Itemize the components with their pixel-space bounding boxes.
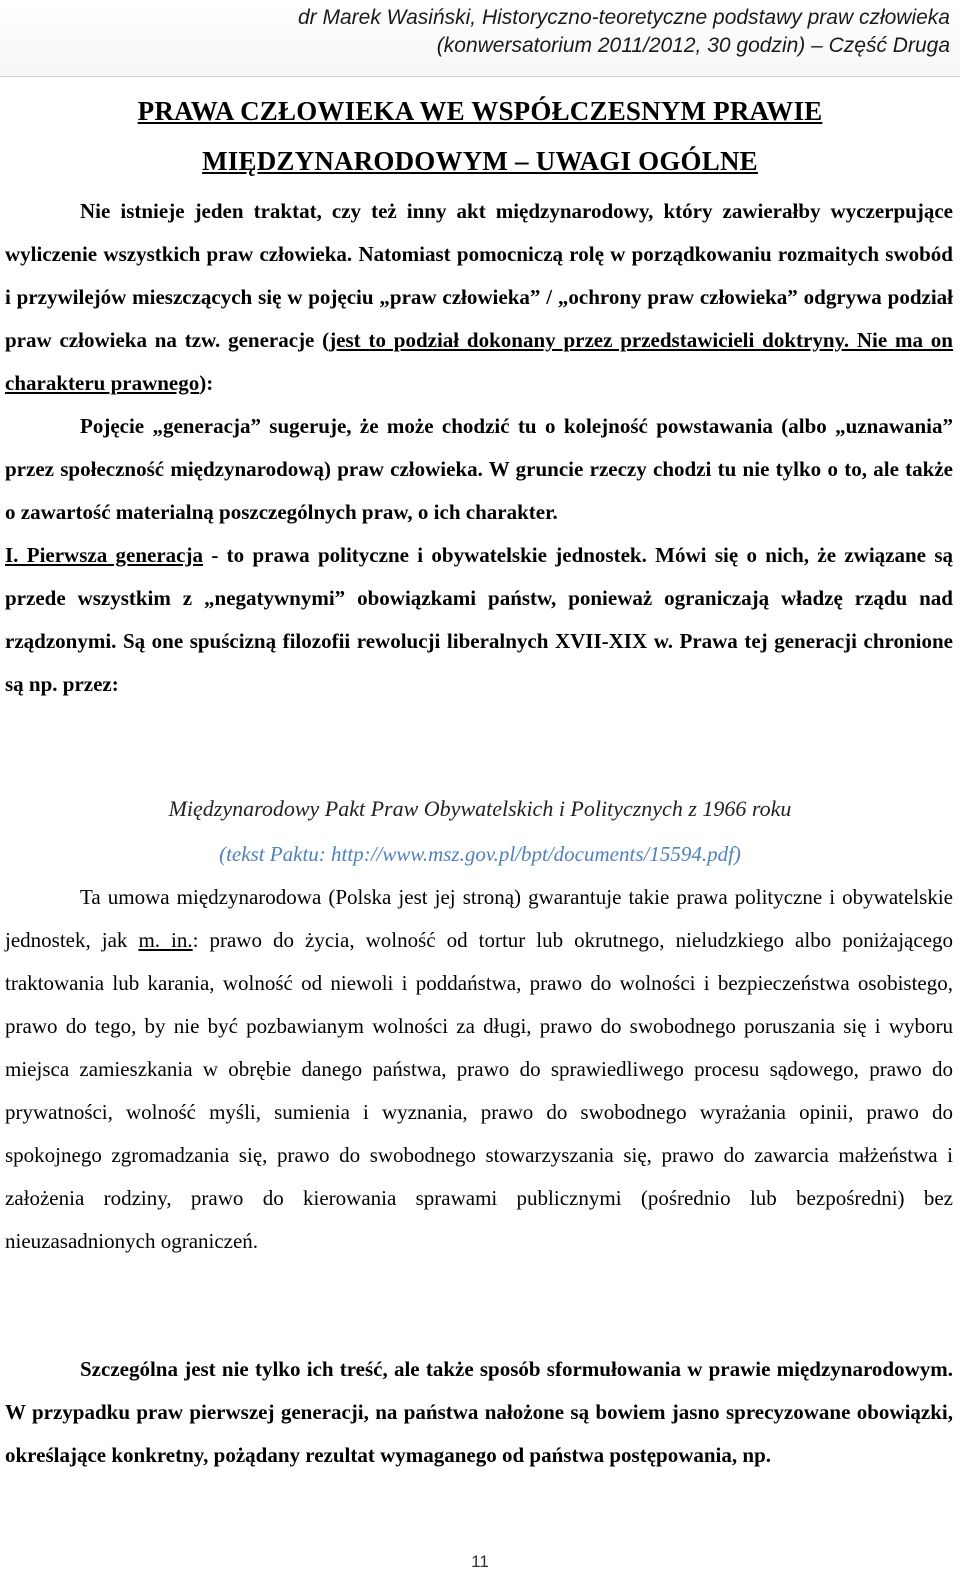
first-generation-paragraph [5, 534, 953, 706]
page-header [0, 0, 960, 77]
page-number: 11 [471, 1552, 489, 1571]
intro-text-end: ): [199, 371, 214, 395]
intro-text: Nie istnieje jeden traktat, czy też inny akt międzynarodowy, który zawierałby wyczerpujące wyliczenie wszystkich praw człowieka. Natomiast pomocniczą rolę w porządkowaniu rozmaitych swobód i przywilejów mieszczących się w pojęciu „praw człowieka” / „ochrony praw człowieka” odgrywa podział praw człowieka na tzw. generacje ( [5, 199, 953, 352]
among-others: m. in. [138, 928, 193, 952]
pact-text: Ta umowa międzynarodowa (Polska jest jej stroną) gwarantuje takie prawa polityczne i obywatelskie jednostek, jak [5, 885, 953, 952]
pact-section [5, 876, 953, 1263]
document-title-line-1: PRAWA CZŁOWIEKA WE WSPÓŁCZESNYM PRAWIE [137, 96, 823, 126]
pact-paragraph [5, 876, 953, 1263]
first-generation-label: I. Pierwsza generacja [5, 543, 203, 567]
intro-paragraph-1 [5, 190, 953, 405]
intro-paragraph-2: Pojęcie „generacja” sugeruje, że może chodzić tu o kolejność powstawania (albo „uznawania” przez społeczność międzynarodową) praw człowieka. W gruncie rzeczy chodzi tu nie tylko o to, ale także o zawartość materialną poszczególnych praw, o ich charakter. [5, 414, 953, 524]
document-title-line-2: MIĘDZYNARODOWYM – UWAGI OGÓLNE [202, 146, 758, 176]
doctrine-note: jest to podział dokonany przez przedstawicieli doktryny. Nie ma on charakteru prawnego [5, 328, 953, 395]
closing-section [5, 1348, 953, 1477]
pact-rights-list: : prawo do życia, wolność od tortur lub okrutnego, nieludzkiego albo poniżającego traktowania lub karania, wolność od niewoli i poddaństwa, prawo do wolności i bezpieczeństwa osobistego, prawo do tego, by nie być pozbawianym wolności za długi, prawo do swobodnego poruszania się i wyboru miejsca zamieszkania w obrębie danego państwa, prawo do sprawiedliwego procesu sądowego, prawo do prywatności, wolność myśli, sumienia i wyznania, prawo do swobodnego wyrażania opinii, prawo do spokojnego zgromadzania się, prawo do swobodnego stowarzyszania się, prawo do zawarcia małżeństwa i założenia rodziny, prawo do kierowania sprawami publicznymi (pośrednio lub bezpośredni) bez nieuzasadnionych ograniczeń. [5, 928, 954, 1253]
header-author-course: dr Marek Wasiński, Historyczno-teoretyczne podstawy praw człowieka [297, 6, 950, 29]
first-generation-text: - to prawa polityczne i obywatelskie jednostek. Mówi się o nich, że związane są przede wszystkim z „negatywnymi” obowiązkami państw, ponieważ ograniczają władzę rządu nad rządzonymi. Są one spuścizną filozofii rewolucji liberalnych XVII-XIX w. Prawa tej generacji chronione są np. przez: [5, 543, 953, 696]
intro-section [5, 190, 953, 706]
pact-title: Międzynarodowy Pakt Praw Obywatelskich i Politycznych z 1966 roku [168, 796, 792, 821]
pact-link[interactable]: (tekst Paktu: http://www.msz.gov.pl/bpt/documents/15594.pdf) [219, 842, 741, 866]
header-course-details: (konwersatorium 2011/2012, 30 godzin) – Część Druga [436, 34, 950, 57]
closing-paragraph: Szczególna jest nie tylko ich treść, ale także sposób sformułowania w prawie międzynarodowym. W przypadku praw pierwszej generacji, na państwa nałożone są bowiem jasno sprecyzowane obowiązki, określające konkretny, pożądany rezultat wymaganego od państwa postępowania, np. [5, 1357, 953, 1467]
